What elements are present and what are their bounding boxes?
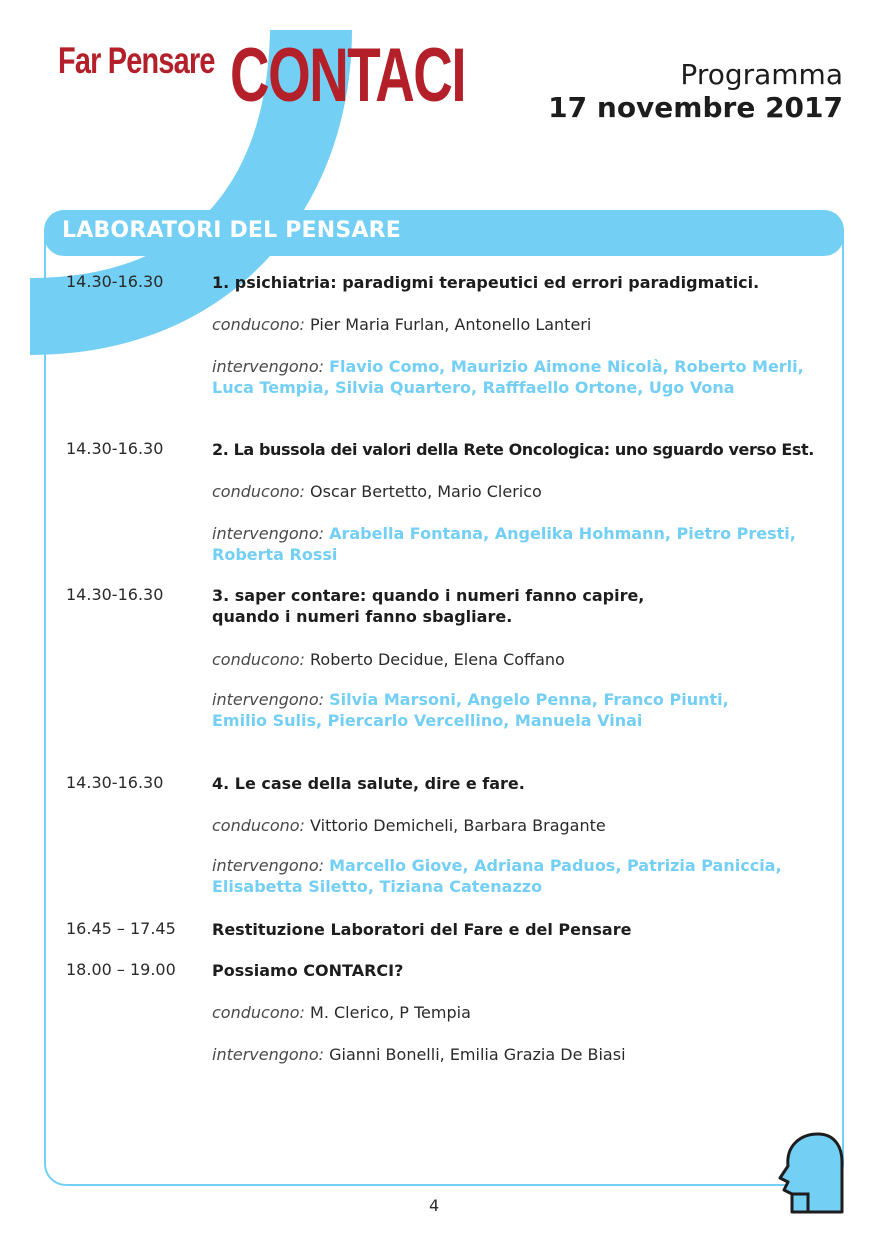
intervengono-line: intervengono: Flavio Como, Maurizio Aimone Nicolà, Roberto Merli, Luca Tempia, Silvia Quartero, Rafffaello Ortone, Ugo Vona	[212, 357, 804, 397]
section-header	[44, 210, 844, 256]
intervengono-line: intervengono: Marcello Giove, Adriana Paduos, Patrizia Paniccia, Elisabetta Siletto, Tiziana Catenazzo	[212, 856, 782, 896]
header-label: Programma	[680, 58, 843, 91]
session-time: 14.30-16.30	[66, 773, 164, 792]
intervengono-line: intervengono: Gianni Bonelli, Emilia Grazia De Biasi	[212, 1045, 626, 1064]
session-title: Restituzione Laboratori del Fare e del Pensare	[212, 920, 632, 939]
session-time: 16.45 – 17.45	[66, 919, 176, 938]
session-time: 18.00 – 19.00	[66, 960, 176, 979]
header-right	[548, 58, 843, 124]
head-profile-icon	[778, 1132, 844, 1214]
session-title: 1. psichiatria: paradigmi terapeutici ed errori paradigmatici.	[212, 273, 760, 292]
conducono-line: conducono: Vittorio Demicheli, Barbara Bragante	[212, 816, 606, 835]
session-time: 14.30-16.30	[66, 272, 164, 291]
intervengono-line: intervengono: Silvia Marsoni, Angelo Penna, Franco Piunti, Emilio Sulis, Piercarlo Vercellino, Manuela Vinai	[212, 690, 729, 730]
session-title: Possiamo CONTARCI?	[212, 961, 404, 980]
conducono-line: conducono: M. Clerico, P Tempia	[212, 1003, 471, 1022]
page-number: 4	[429, 1196, 440, 1215]
session-title: 4. Le case della salute, dire e fare.	[212, 774, 525, 793]
session-title: 3. saper contare: quando i numeri fanno capire, quando i numeri fanno sbagliare.	[212, 586, 645, 626]
session-title: 2. La bussola dei valori della Rete Oncologica: uno sguardo verso Est.	[212, 440, 814, 459]
conducono-line: conducono: Pier Maria Furlan, Antonello Lanteri	[212, 315, 592, 334]
header-date: 17 novembre 2017	[548, 91, 843, 124]
logo	[58, 33, 466, 118]
conducono-line: conducono: Oscar Bertetto, Mario Clerico	[212, 482, 542, 501]
conducono-line: conducono: Roberto Decidue, Elena Coffano	[212, 650, 565, 669]
logo-big: CONTACI	[230, 33, 466, 118]
session-time: 14.30-16.30	[66, 585, 164, 604]
intervengono-line: intervengono: Arabella Fontana, Angelika Hohmann, Pietro Presti, Roberta Rossi	[212, 524, 796, 564]
session-time: 14.30-16.30	[66, 439, 164, 458]
section-title: LABORATORI DEL PENSARE	[62, 218, 402, 243]
logo-lead: Far Pensare	[58, 40, 215, 81]
